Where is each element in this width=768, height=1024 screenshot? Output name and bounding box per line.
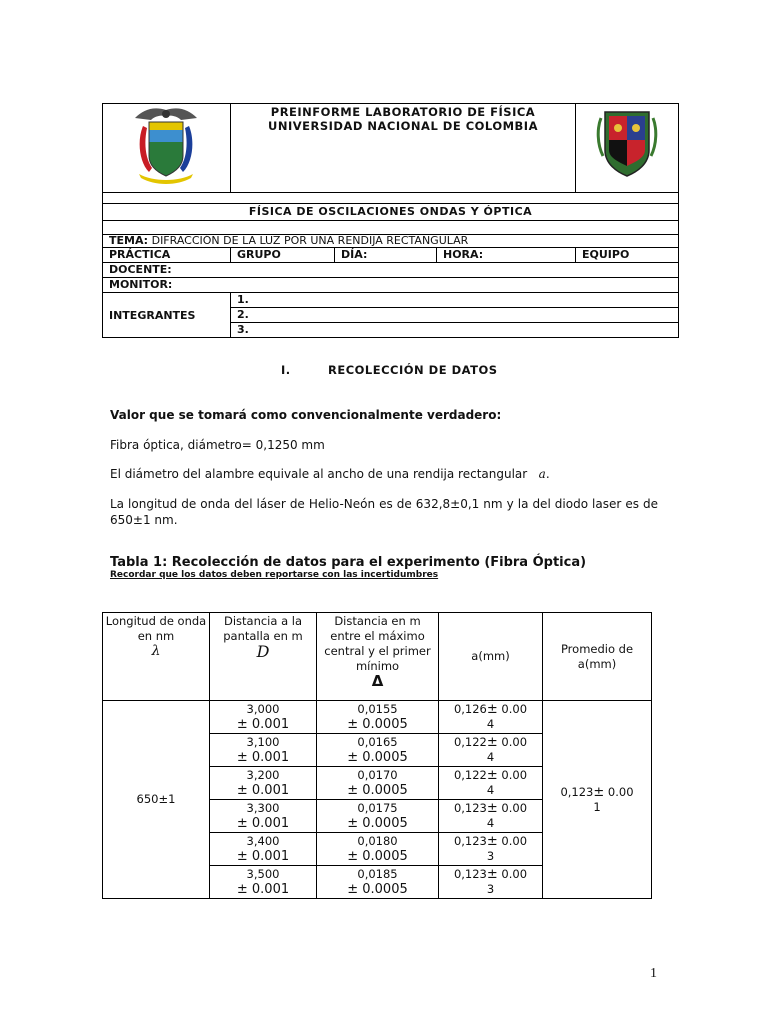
a-pm: ± (486, 735, 498, 750)
a-unc: 0.00 (497, 801, 528, 815)
distance-unc: ± 0.001 (236, 816, 290, 831)
a-unc: 0.00 (497, 834, 528, 848)
table-note: Recordar que los datos deben reportarse con las incertidumbres (110, 570, 439, 580)
table-caption: Tabla 1: Recolección de datos para el experimento (Fibra Óptica) (110, 555, 587, 570)
header-distancia-pantalla (210, 613, 317, 701)
dia-label: DÍA: (335, 248, 437, 263)
delta-value: 0,0170 (357, 768, 398, 782)
a-unc-digit: 4 (486, 750, 495, 764)
distance-value: 3,000 (246, 702, 280, 716)
header-distancia-minimo (317, 613, 439, 701)
header-longitud (103, 613, 210, 701)
delta-unc: ± 0.0005 (347, 816, 408, 831)
delta-unc: ± 0.0005 (347, 750, 408, 765)
spacer-row (103, 193, 679, 204)
a-pm: ± (486, 867, 498, 882)
delta-cell (317, 800, 439, 833)
colombia-logo-cell (103, 104, 231, 193)
a-value: 0,122 (453, 735, 487, 749)
header-title-line2: UNIVERSIDAD NACIONAL DE COLOMBIA (268, 119, 538, 133)
delta-symbol: Δ (371, 672, 384, 690)
hora-label: HORA: (437, 248, 576, 263)
delta-cell (317, 701, 439, 734)
distance-cell (210, 767, 317, 800)
unal-logo-cell (576, 104, 679, 193)
alambre-text (110, 466, 550, 482)
equipo-label: EQUIPO (576, 248, 679, 263)
a-value: 0,123 (453, 867, 487, 881)
a-unc-digit: 4 (486, 783, 495, 797)
a-cell (439, 701, 543, 734)
promedio-unc-digit: 1 (593, 799, 601, 814)
distance-unc: ± 0.001 (236, 750, 290, 765)
delta-cell (317, 767, 439, 800)
a-unc-digit: 3 (486, 882, 495, 896)
a-value: 0,123 (453, 801, 487, 815)
distance-cell (210, 833, 317, 866)
a-cell (439, 800, 543, 833)
a-cell (439, 767, 543, 800)
a-cell (439, 866, 543, 899)
delta-value: 0,0155 (357, 702, 398, 716)
delta-value: 0,0165 (357, 735, 398, 749)
header-distancia-minimo-label: Distancia en m entre el máximo central y el primer mínimo (324, 614, 431, 673)
header-table (102, 103, 679, 338)
delta-value: 0,0180 (357, 834, 398, 848)
a-unc-digit: 3 (486, 849, 495, 863)
integrante-3: 3. (231, 323, 679, 338)
grupo-label: GRUPO (231, 248, 335, 263)
a-pm: ± (486, 768, 498, 783)
promedio-pm: ± (593, 784, 605, 800)
a-pm: ± (486, 702, 498, 717)
distance-unc: ± 0.001 (236, 783, 290, 798)
colombia-coat-of-arms-icon (103, 104, 230, 189)
tema-row (103, 235, 679, 248)
integrante-1: 1. (231, 293, 679, 308)
a-unc-digit: 4 (486, 717, 495, 731)
page-number: 1 (650, 966, 657, 981)
spacer-row (103, 221, 679, 235)
distance-unc: ± 0.001 (236, 717, 290, 732)
unal-shield-icon (577, 104, 677, 184)
a-unc: 0.00 (497, 768, 528, 782)
a-unc: 0.00 (497, 867, 528, 881)
distance-value: 3,400 (246, 834, 280, 848)
lambda-symbol: λ (151, 643, 161, 659)
delta-value: 0,0175 (357, 801, 398, 815)
header-distancia-pantalla-label: Distancia a la pantalla en m (223, 614, 303, 643)
monitor-label: MONITOR: (103, 278, 679, 293)
a-value: 0,126 (453, 702, 487, 716)
d-symbol: D (256, 642, 270, 661)
data-table (102, 612, 652, 899)
wavelength-cell: 650±1 (103, 701, 210, 899)
distance-value: 3,200 (246, 768, 280, 782)
distance-cell (210, 800, 317, 833)
delta-unc: ± 0.0005 (347, 783, 408, 798)
delta-cell (317, 833, 439, 866)
valor-heading: Valor que se tomará como convencionalmente verdadero: (110, 408, 502, 422)
header-title-line1: PREINFORME LABORATORIO DE FÍSICA (270, 105, 536, 119)
practica-label: PRÁCTICA (103, 248, 231, 263)
section-title: RECOLECCIÓN DE DATOS (328, 363, 498, 377)
promedio-value: 0,123 (560, 784, 594, 799)
header-title-cell (231, 104, 576, 193)
docente-label: DOCENTE: (103, 263, 679, 278)
delta-value: 0,0185 (357, 867, 398, 881)
a-unc-digit: 4 (486, 816, 495, 830)
a-cell (439, 734, 543, 767)
a-unc: 0.00 (497, 735, 528, 749)
tema-value: DIFRACCIÓN DE LA LUZ POR UNA RENDIJA RECTANGULAR (151, 234, 469, 247)
delta-cell (317, 866, 439, 899)
header-longitud-label: Longitud de onda en nm (105, 614, 207, 643)
alambre-symbol: a (538, 467, 546, 481)
tema-label: TEMA: (109, 234, 149, 247)
alambre-sentence: El diámetro del alambre equivale al ancho de una rendija rectangular (110, 467, 528, 481)
distance-cell (210, 866, 317, 899)
promedio-cell (543, 701, 652, 899)
integrantes-label: INTEGRANTES (103, 293, 231, 338)
distance-unc: ± 0.001 (236, 849, 290, 864)
distance-cell (210, 734, 317, 767)
integrante-2: 2. (231, 308, 679, 323)
a-value: 0,123 (453, 834, 487, 848)
alambre-end: . (545, 467, 550, 481)
distance-value: 3,100 (246, 735, 280, 749)
distance-cell (210, 701, 317, 734)
longitud-text: La longitud de onda del láser de Helio-Neón es de 632,8±0,1 nm y la del diodo laser es de 650±1 nm. (110, 497, 658, 527)
a-cell (439, 833, 543, 866)
distance-unc: ± 0.001 (236, 882, 290, 897)
a-value: 0,122 (453, 768, 487, 782)
a-unc: 0.00 (497, 702, 528, 716)
delta-unc: ± 0.0005 (347, 849, 408, 864)
distance-value: 3,300 (246, 801, 280, 815)
delta-cell (317, 734, 439, 767)
a-pm: ± (486, 834, 498, 849)
fibra-text: Fibra óptica, diámetro= 0,1250 mm (110, 438, 325, 452)
delta-unc: ± 0.0005 (347, 882, 408, 897)
header-a: a(mm) (439, 613, 543, 701)
a-pm: ± (486, 801, 498, 816)
distance-value: 3,500 (246, 867, 280, 881)
promedio-unc: 0.00 (604, 784, 634, 799)
delta-unc: ± 0.0005 (347, 717, 408, 732)
section-number: I. (281, 363, 291, 377)
course-title: FÍSICA DE OSCILACIONES ONDAS Y ÓPTICA (103, 204, 679, 221)
header-promedio: Promedio de a(mm) (543, 613, 652, 701)
